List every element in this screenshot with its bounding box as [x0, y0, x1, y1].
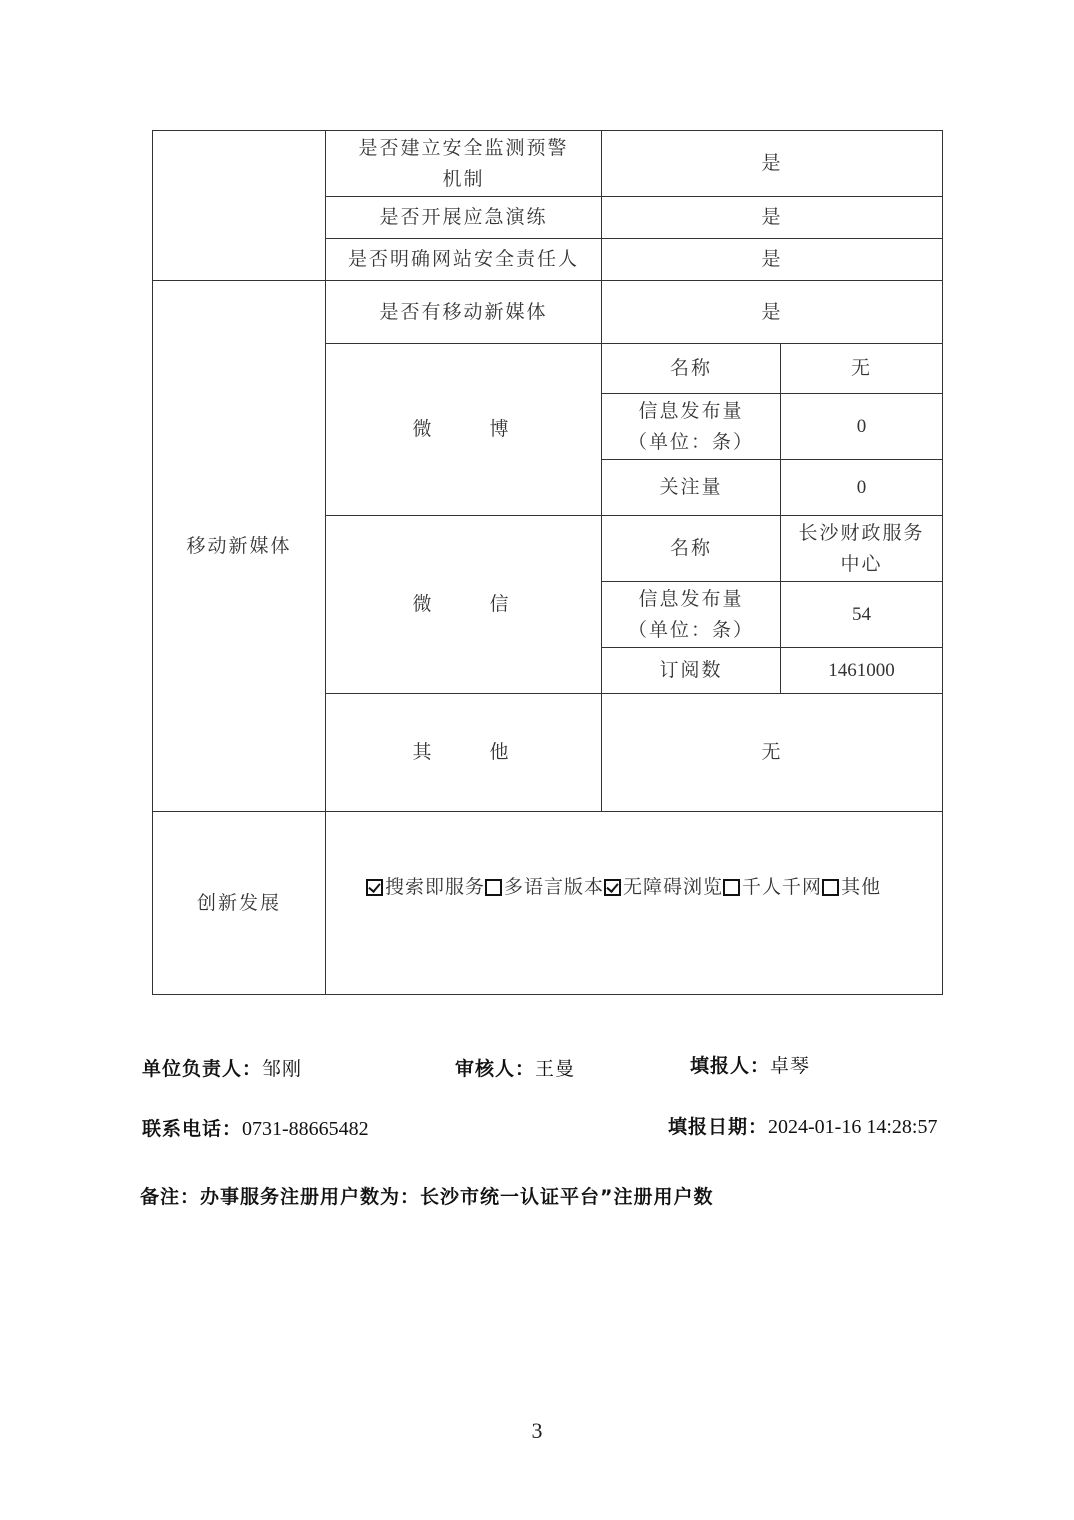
weibo-label: 微 博: [326, 344, 602, 516]
wechat-subscribers-value: 1461000: [781, 648, 943, 694]
emergency-drill-label: 是否开展应急演练: [326, 197, 602, 239]
wechat-name-value: 长沙财政服务 中心: [781, 516, 943, 582]
page-number: 3: [531, 1418, 543, 1443]
other-media-label: 其 他: [326, 694, 602, 812]
weibo-name-value: 无: [781, 344, 943, 394]
innovation-options: [326, 812, 943, 995]
option-accessibility[interactable]: 无障碍浏览: [604, 872, 723, 903]
option-search-service[interactable]: 搜索即服务: [366, 872, 485, 903]
weibo-posts-value: 0: [781, 394, 943, 460]
weibo-name-label: 名称: [602, 344, 781, 394]
option-multilanguage[interactable]: 多语言版本: [485, 872, 604, 903]
emergency-drill-value: 是: [602, 197, 943, 239]
security-monitoring-label: 是否建立安全监测预警 机制: [326, 131, 602, 197]
security-officer-label: 是否明确网站安全责任人: [326, 239, 602, 281]
reviewer: 审核人：王曼: [455, 1058, 576, 1080]
has-mobile-media-label: 是否有移动新媒体: [326, 281, 602, 344]
weibo-followers-value: 0: [781, 460, 943, 516]
report-table: [152, 130, 943, 995]
other-media-value: 无: [602, 694, 943, 812]
security-officer-value: 是: [602, 239, 943, 281]
checkbox-checked-icon[interactable]: [366, 879, 383, 896]
unit-head: 单位负责人：邹刚: [142, 1058, 303, 1080]
wechat-name-label: 名称: [602, 516, 781, 582]
has-mobile-media-value: 是: [602, 281, 943, 344]
option-other[interactable]: 其他: [822, 872, 881, 903]
weibo-posts-label: 信息发布量 （单位：条）: [602, 394, 781, 460]
checkbox-unchecked-icon[interactable]: [822, 879, 839, 896]
fill-date: 填报日期：2024-01-16 14:28:57: [668, 1116, 938, 1138]
innovation-section-label: 创新发展: [153, 812, 326, 995]
checkbox-unchecked-icon[interactable]: [485, 879, 502, 896]
wechat-subscribers-label: 订阅数: [602, 648, 781, 694]
checkbox-unchecked-icon[interactable]: [723, 879, 740, 896]
wechat-label: 微 信: [326, 516, 602, 694]
contact-phone: 联系电话：0731-88665482: [142, 1118, 369, 1140]
filler: 填报人：卓琴: [690, 1055, 811, 1077]
mobile-media-section-label: 移动新媒体: [153, 281, 326, 812]
wechat-posts-label: 信息发布量 （单位：条）: [602, 582, 781, 648]
option-personalized[interactable]: 千人千网: [723, 872, 822, 903]
checkbox-checked-icon[interactable]: [604, 879, 621, 896]
wechat-posts-value: 54: [781, 582, 943, 648]
remark-note: 备注：办事服务注册用户数为：长沙市统一认证平台”注册用户数: [140, 1186, 714, 1208]
security-monitoring-value: 是: [602, 131, 943, 197]
security-section-cell: [153, 131, 326, 281]
weibo-followers-label: 关注量: [602, 460, 781, 516]
